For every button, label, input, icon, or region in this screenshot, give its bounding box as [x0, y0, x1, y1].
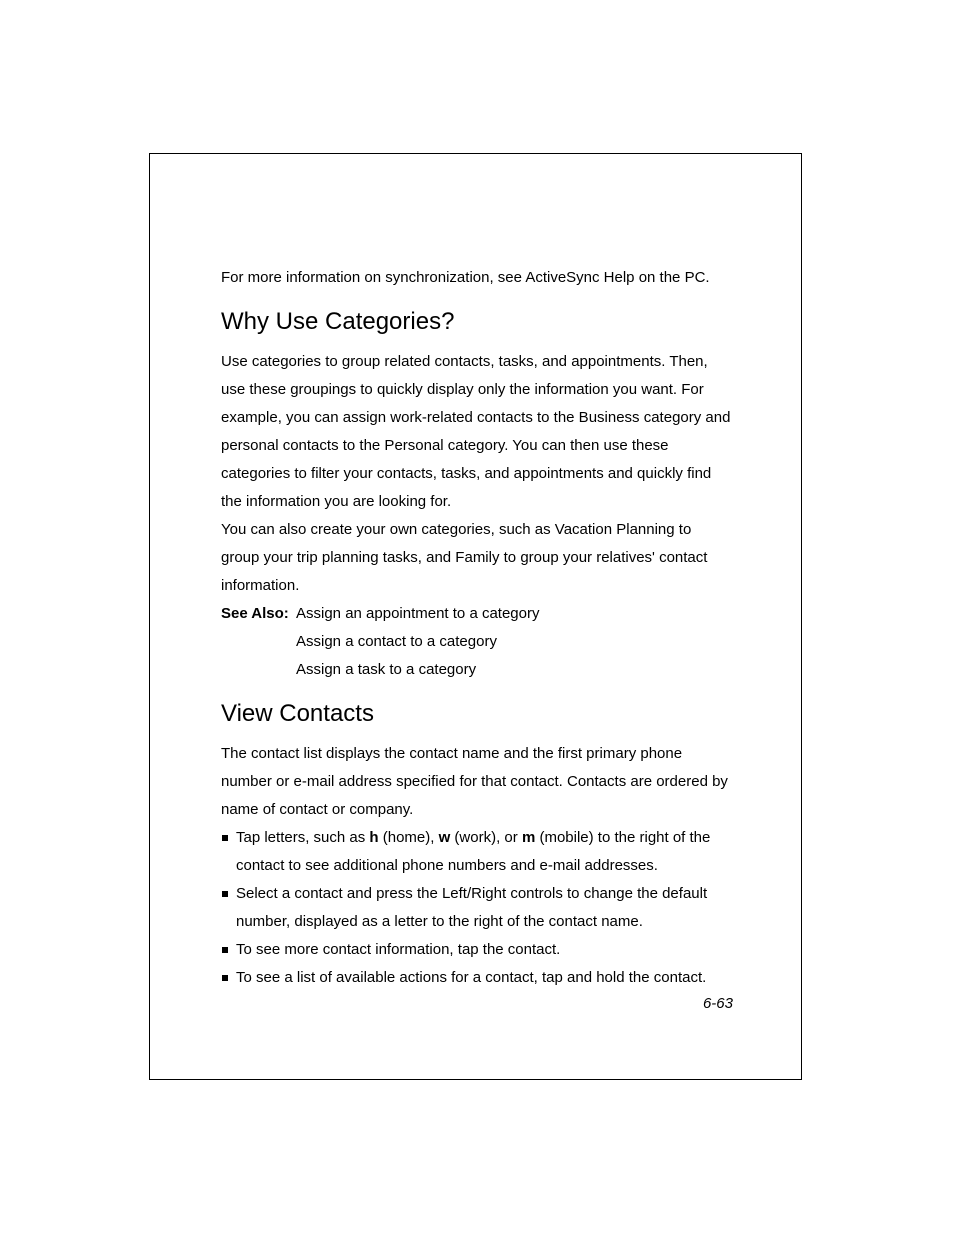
list-item — [221, 824, 733, 880]
bullet-text: To see a list of available actions for a contact, tap and hold the contact. — [236, 969, 707, 986]
list-item — [221, 964, 733, 992]
square-bullet-icon — [222, 975, 228, 981]
see-also-block — [221, 600, 733, 684]
list-item — [221, 936, 733, 964]
page-content — [221, 264, 733, 992]
intro-text: For more information on synchronization, see ActiveSync Help on the PC. — [221, 269, 710, 286]
bold-letter-h: h — [369, 829, 379, 846]
categories-paragraph-1: Use categories to group related contacts, tasks, and appointments. Then, use these groupings to quickly display only the information you want. For example, you can assign work-related contacts to the Business category and personal contacts to the Personal category. You can then use these categories to filter your contacts, tasks, and appointments and quickly find the information you are looking for. — [221, 353, 731, 510]
contacts-bullet-list — [221, 824, 733, 992]
page-number: 6-63 — [702, 995, 733, 1012]
square-bullet-icon — [222, 947, 228, 953]
bold-letter-w: w — [438, 829, 451, 846]
see-also-link-contact[interactable]: Assign a contact to a category — [296, 633, 497, 650]
square-bullet-icon — [222, 835, 228, 841]
see-also-list — [221, 600, 733, 684]
bullet-text: To see more contact information, tap the contact. — [236, 941, 561, 958]
heading-view-contacts: View Contacts — [221, 700, 374, 727]
list-item — [221, 880, 733, 936]
see-also-label: See Also: — [221, 605, 289, 622]
bold-letter-m: m — [521, 829, 536, 846]
see-also-link-task[interactable]: Assign a task to a category — [296, 661, 477, 678]
see-also-link-appointment[interactable]: Assign an appointment to a category — [296, 605, 540, 622]
bullet-text: (work), or — [450, 829, 522, 846]
bullet-text: (mobile) to the right of the contact to see additional phone numbers and e-mail addresses. — [236, 829, 711, 874]
square-bullet-icon — [222, 891, 228, 897]
bullet-text: Tap letters, such as — [236, 829, 370, 846]
categories-paragraph-2: You can also create your own categories, such as Vacation Planning to group your trip planning tasks, and Family to group your relatives' contact information. — [221, 521, 708, 594]
heading-why-use-categories: Why Use Categories? — [221, 308, 455, 335]
contacts-paragraph-1: The contact list displays the contact name and the first primary phone number or e-mail address specified for that contact. Contacts are ordered by name of contact or company. — [221, 745, 728, 818]
bullet-text: (home), — [378, 829, 439, 846]
bullet-text: Select a contact and press the Left/Right controls to change the default number, displayed as a letter to the right of the contact name. — [236, 885, 708, 930]
